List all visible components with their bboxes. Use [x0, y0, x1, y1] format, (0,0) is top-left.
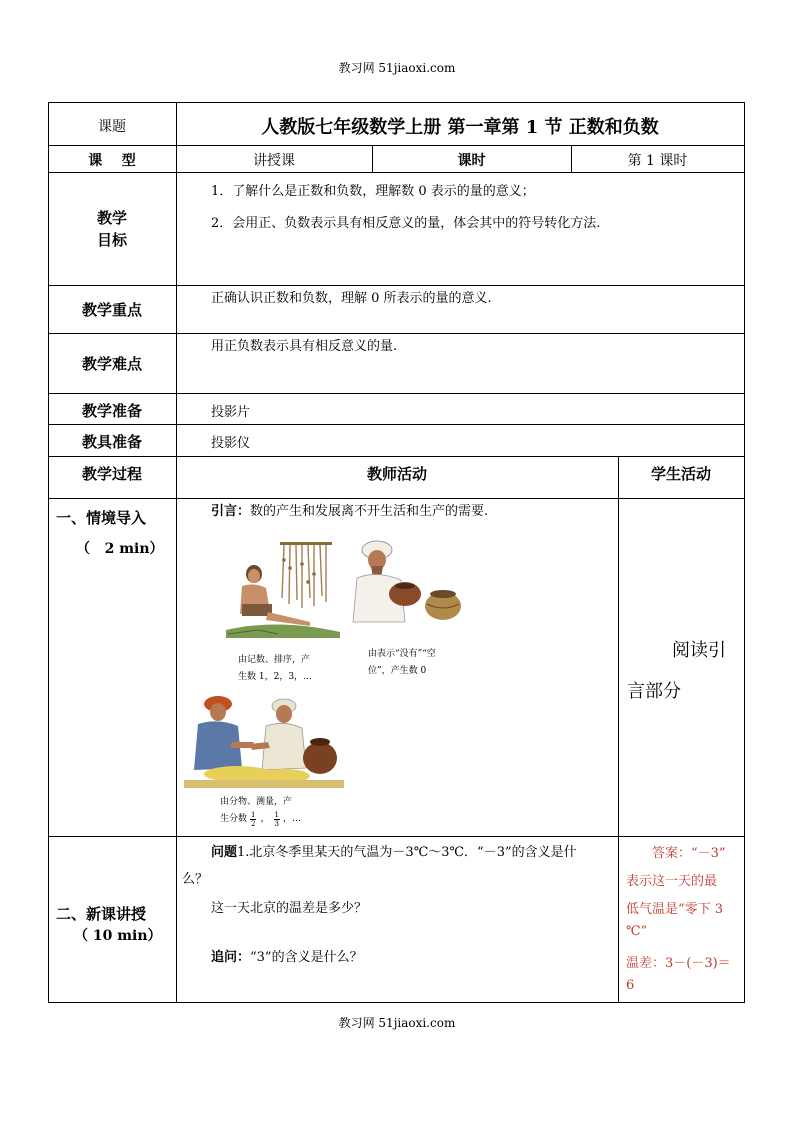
- lesson-hours-value: 第 1 课时: [627, 153, 688, 169]
- table-rule: [48, 498, 745, 499]
- section1-intro: [211, 500, 488, 519]
- follow-up-label: 追问：: [211, 950, 251, 965]
- caption-zero-line2: 位”，产生数 0: [368, 666, 427, 676]
- caption-fractions: [220, 794, 301, 828]
- topic-label: 课题: [98, 119, 126, 135]
- section1-time: （ 2 min）: [76, 541, 164, 557]
- table-rule: [48, 424, 745, 425]
- caption-fractions-prefix: 生分数: [220, 814, 248, 824]
- tools-value: 投影仪: [211, 436, 251, 451]
- topic-value: 人教版七年级数学上册 第一章第 1 节 正数和负数: [261, 117, 659, 138]
- fraction-half-numerator: 1: [251, 811, 256, 819]
- caption-fractions-tail: ，…: [282, 814, 301, 824]
- student-column-header: 学生活动: [650, 465, 711, 483]
- table-rule: [48, 333, 745, 334]
- table-border-right: [744, 102, 745, 1003]
- difficulties-label: 教学难点: [81, 355, 142, 373]
- caption-fractions-line2: 生分数 $\frac{1}{2}$ ， $\frac{1}{3}$ ，…: [220, 811, 301, 828]
- follow-up-text: “3”的含义是什么？: [250, 950, 363, 965]
- page-header: 教习网 51jiaoxi.com: [338, 61, 456, 75]
- caption-zero-line1: 由表示“没有”“空: [368, 649, 436, 659]
- table-border-bottom: [48, 1002, 745, 1003]
- student-activity-1-line1: 阅读引: [672, 640, 726, 661]
- table-rule: [48, 836, 745, 837]
- lesson-type-label: 课 型: [88, 153, 136, 169]
- table-rule: [48, 393, 745, 394]
- table-rule: [48, 285, 745, 286]
- student-activity-1-line2: 言部分: [627, 681, 681, 702]
- goal-item-2: 2．会用正、负数表示具有相反意义的量，体会其中的符号转化方法.: [211, 216, 601, 231]
- fraction-third-denominator: 3: [274, 820, 279, 828]
- answer-line-2: 表示这一天的最: [626, 874, 718, 889]
- question-2: 这一天北京的温差是多少？: [211, 901, 368, 916]
- caption-counting-line2: 生数 1，2，3，…: [238, 672, 313, 682]
- answer-line-1: 答案：“－3”: [652, 846, 726, 861]
- process-column-header: 教学过程: [81, 465, 142, 483]
- goals-label-line1: 教学: [96, 209, 127, 227]
- goal-item-1: 1．了解什么是正数和负数，理解数 0 表示的量的意义；: [211, 184, 535, 199]
- caption-zero: [368, 646, 436, 680]
- section2-time: （ 10 min）: [74, 928, 162, 944]
- table-col-divider: [618, 456, 619, 1003]
- intro-text: 数的产生和发展离不开生活和生产的需要.: [250, 504, 489, 519]
- answer-line-5: 温差：3－(－3)＝: [626, 956, 731, 971]
- illustration-dividing: [184, 688, 344, 788]
- follow-up-question: [211, 946, 363, 965]
- key-points-value: 正确认识正数和负数，理解 0 所表示的量的意义.: [211, 291, 492, 306]
- caption-counting: [238, 652, 312, 686]
- goals-label-line2: 目标: [96, 231, 127, 249]
- page-footer: 教习网 51jiaoxi.com: [338, 1016, 456, 1030]
- illustration-tally-knots: [218, 538, 346, 638]
- question-1: [211, 841, 577, 860]
- question-text: 1.北京冬季里某天的气温为－3℃～3℃．“－3”的含义是什: [237, 845, 577, 860]
- answer-line-6: 6: [626, 978, 635, 993]
- table-rule: [48, 145, 745, 146]
- preparation-label: 教学准备: [81, 402, 142, 420]
- table-rule: [48, 456, 745, 457]
- fraction-half: [250, 811, 256, 828]
- answer-line-4: ℃”: [626, 924, 648, 939]
- illustration-empty-pot: [345, 538, 467, 630]
- tools-label: 教具准备: [81, 433, 142, 451]
- fraction-third: [274, 811, 280, 828]
- table-col-divider: [176, 102, 177, 1003]
- caption-counting-line1: 由记数、排序，产: [238, 655, 311, 665]
- table-border-top: [48, 102, 745, 103]
- caption-fractions-line1: 由分物、测量，产: [220, 797, 293, 807]
- key-points-label: 教学重点: [81, 301, 142, 319]
- teacher-column-header: 教师活动: [366, 465, 427, 483]
- question-label: 问题: [211, 845, 238, 860]
- section2-title: 二、新课讲授: [56, 905, 147, 923]
- section1-title: 一、情境导入: [56, 509, 147, 527]
- answer-line-3: 低气温是“零下 3: [626, 902, 724, 917]
- fraction-half-denominator: 2: [251, 820, 256, 828]
- preparation-value: 投影片: [211, 405, 251, 420]
- table-rule: [48, 172, 745, 173]
- fraction-third-numerator: 1: [274, 811, 279, 819]
- difficulties-value: 用正负数表示具有相反意义的量.: [211, 339, 398, 354]
- lesson-hours-label: 课时: [457, 153, 486, 169]
- intro-label: 引言：: [211, 504, 251, 519]
- question-1-cont: 么？: [182, 872, 209, 887]
- lesson-type-value: 讲授课: [253, 153, 295, 169]
